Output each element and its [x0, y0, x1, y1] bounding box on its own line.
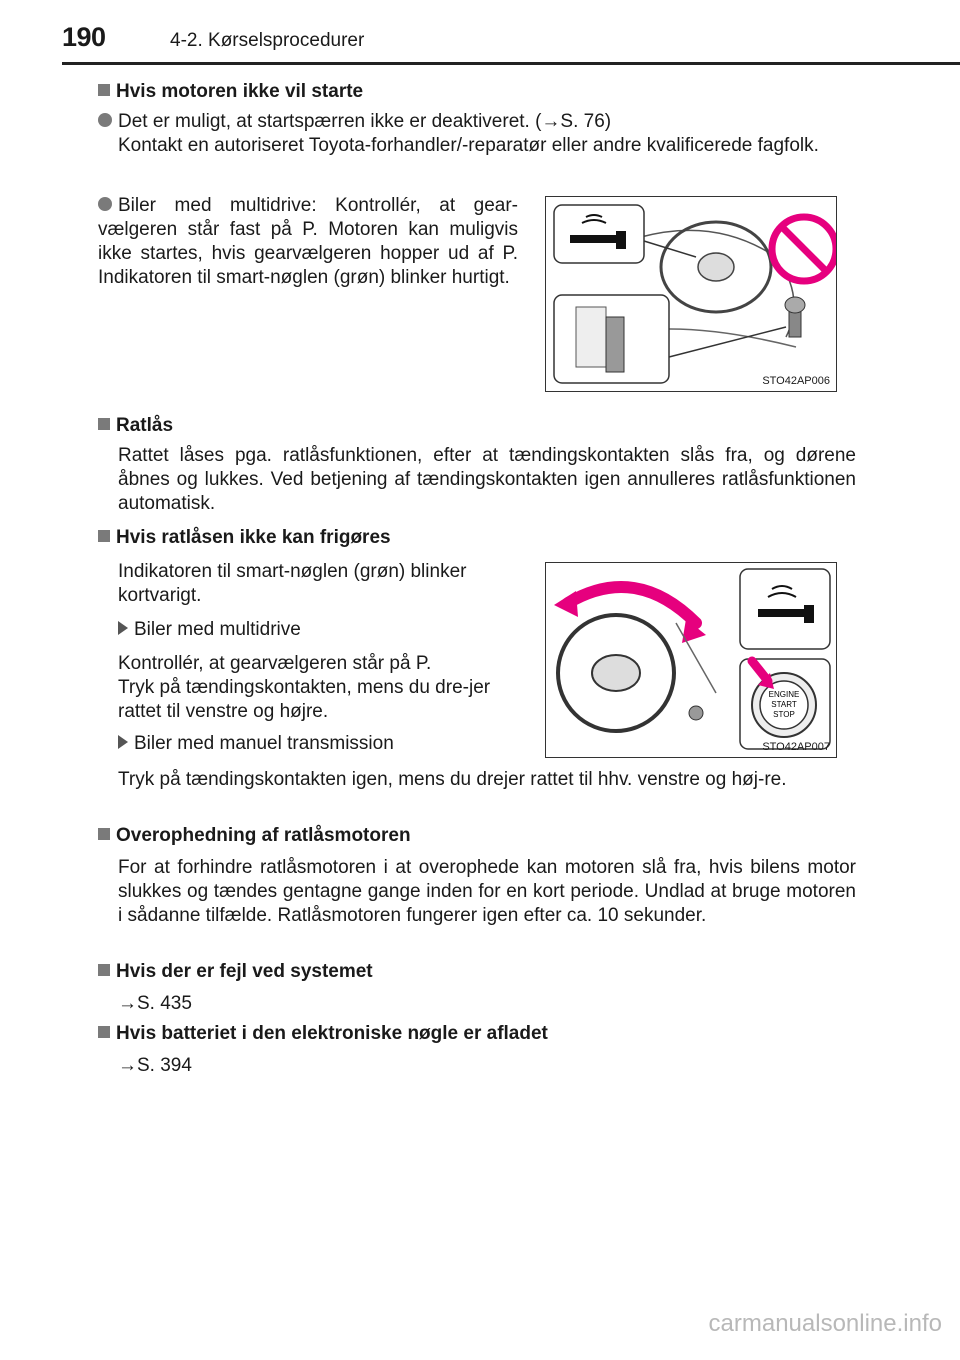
page-reference: →S. 394: [118, 1055, 192, 1076]
section-heading-text: Hvis ratlåsen ikke kan frigøres: [116, 527, 391, 548]
button-label: ENGINE: [768, 690, 800, 699]
page-header: [0, 0, 960, 62]
square-bullet-icon: [98, 828, 110, 840]
figure-gear-selector: [545, 196, 837, 392]
section-heading-text: Hvis motoren ikke vil starte: [116, 81, 364, 102]
figure-code: STO42AP007: [762, 741, 830, 753]
section-heading-text: Overophedning af ratlåsmotoren: [116, 825, 411, 846]
section-heading: [98, 960, 373, 984]
page-reference: →S. 435: [118, 993, 192, 1014]
square-bullet-icon: [98, 1026, 110, 1038]
sub-item-label: Biler med manuel transmission: [134, 733, 394, 754]
section-heading: [98, 526, 391, 550]
bullet-text: Det er muligt, at startspærren ikke er deaktiveret. (→S. 76): [118, 111, 612, 132]
square-bullet-icon: [98, 964, 110, 976]
section-heading: [98, 1022, 548, 1046]
figure-code: STO42AP006: [762, 375, 830, 387]
figure-steering-lock: [545, 562, 837, 758]
paragraph: Kontrollér, at gearvælgeren står på P.: [118, 653, 432, 674]
paragraph: For at forhindre ratlåsmotoren i at overophede kan motoren slå fra, hvis bilens motor slukkes og tændes gentagne gange inden for en kort periode. Undlad at bruge motoren i sådanne tilfælde. Ratlåsmotoren fungerer igen efter ca. 10 sekunder.: [118, 857, 856, 926]
paragraph: Tryk på tændingskontakten igen, mens du drejer rattet til hhv. venstre og høj-re.: [118, 769, 787, 790]
square-bullet-icon: [98, 418, 110, 430]
square-bullet-icon: [98, 530, 110, 542]
page-number: 190: [62, 22, 106, 52]
square-bullet-icon: [98, 84, 110, 96]
steering-illustration: [546, 563, 836, 757]
paragraph: Rattet låses pga. ratlåsfunktionen, efter at tændingskontakten slås fra, og dørene åbnes og lukkes. Ved betjening af tændingskontakten igen annulleres ratlåsfunktionen automatisk.: [118, 445, 856, 514]
indicator-callout: [554, 205, 644, 263]
button-label: START: [771, 700, 797, 709]
round-bullet-icon: [98, 197, 112, 211]
round-bullet-icon: [98, 113, 112, 127]
header-rule: [62, 62, 960, 65]
triangle-bullet-icon: [118, 735, 128, 749]
chapter-title: 4-2. Kørselsprocedurer: [170, 30, 365, 51]
sub-item: [118, 618, 301, 642]
bullet-item: [98, 194, 518, 290]
bullet-item: [98, 110, 858, 134]
button-label: STOP: [773, 710, 795, 719]
gear-illustration: [546, 197, 836, 391]
paragraph: Indikatoren til smart-nøglen (grøn) blinker kortvarigt.: [118, 561, 467, 606]
section-heading-text: Hvis der er fejl ved systemet: [116, 961, 373, 982]
bullet-continuation: Kontakt en autoriseret Toyota-forhandler/-reparatør eller andre kvalificerede fagfolk.: [118, 135, 819, 156]
section-heading: [98, 824, 411, 848]
section-heading-text: Ratlås: [116, 415, 174, 436]
section-heading-text: Hvis batteriet i den elektroniske nøgle er afladet: [116, 1023, 548, 1044]
watermark: carmanualsonline.info: [708, 1310, 942, 1337]
paragraph: Tryk på tændingskontakten, mens du dre-jer rattet til venstre og højre.: [118, 677, 491, 722]
section-heading: [98, 414, 173, 438]
bullet-text: Biler med multidrive: Kontrollér, at gear-vælgeren står fast på P. Motoren kan muligvis ikke startes, hvis gearvælgeren hopper ud af P. Indikatoren til smart-nøglen (grøn) blinker hurtigt.: [98, 195, 518, 288]
section-heading: [98, 80, 363, 104]
triangle-bullet-icon: [118, 621, 128, 635]
sub-item-label: Biler med multidrive: [134, 619, 301, 640]
sub-item: [118, 732, 394, 756]
